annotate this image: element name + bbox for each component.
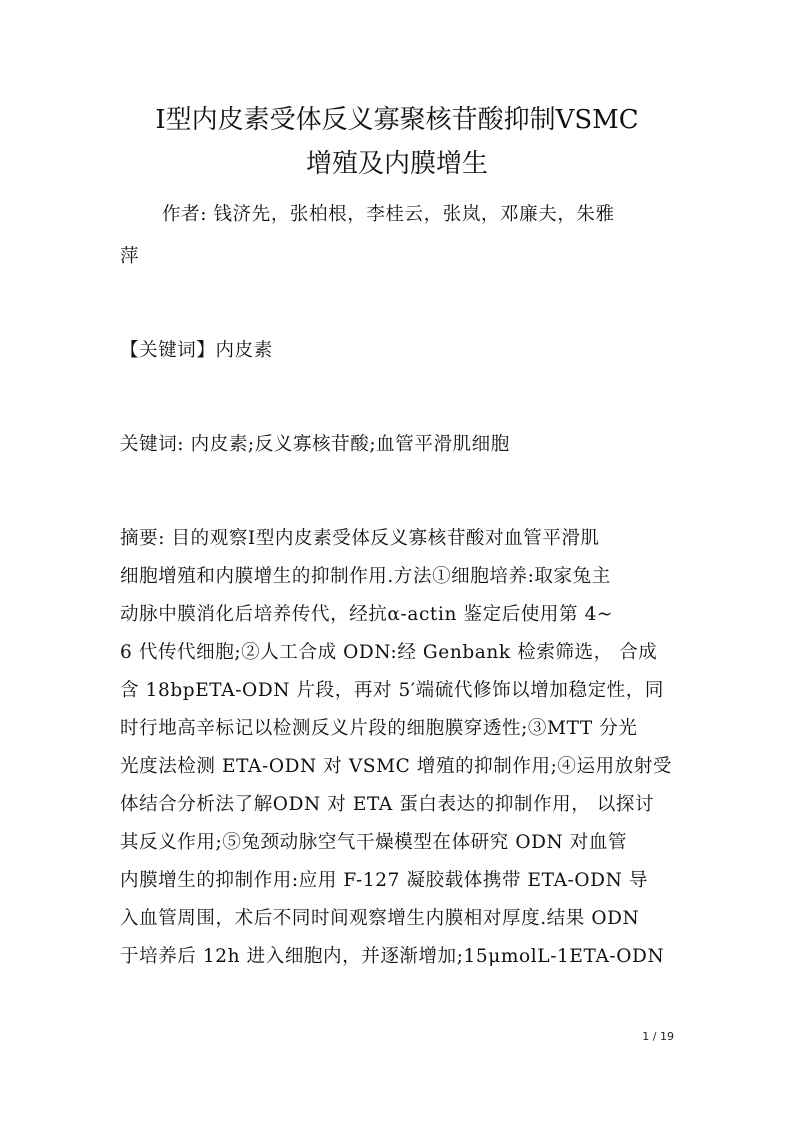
- abstract-line: 入血管周围，术后不同时间观察增生内膜相对厚度.结果 ODN: [120, 908, 640, 929]
- title-line-2: 增殖及内膜增生: [305, 149, 488, 179]
- abstract-line: 含 18bpETA-ODN 片段，再对 5′端硫代修饰以增加稳定性，同: [120, 680, 664, 701]
- keywords-heading: 【关键词】内皮素: [120, 340, 273, 361]
- abstract-line: 体结合分析法了解ODN 对 ETA 蛋白表达的抑制作用， 以探讨: [120, 794, 655, 815]
- abstract-line: 摘要: 目的观察Ⅰ型内皮素受体反义寡核苷酸对血管平滑肌: [120, 528, 600, 549]
- abstract-line: 内膜增生的抑制作用:应用 F-127 凝胶载体携带 ETA-ODN 导: [120, 870, 648, 891]
- page-indicator: 1 / 19: [642, 1030, 674, 1043]
- document-title: [110, 98, 684, 186]
- keywords-line: 关键词: 内皮素;反义寡核苷酸;血管平滑肌细胞: [120, 434, 510, 455]
- authors-line-2: 萍: [120, 246, 140, 267]
- abstract-line: 时行地高辛标记以检测反义片段的细胞膜穿透性;③MTT 分光: [120, 718, 638, 739]
- abstract-line: 于培养后 12h 进入细胞内，并逐渐增加;15μmolL-1ETA-ODN: [120, 946, 665, 967]
- abstract-line: 6 代传代细胞;②人工合成 ODN:经 Genbank 检索筛选， 合成: [120, 642, 658, 663]
- abstract-line: 动脉中膜消化后培养传代，经抗α-actin 鉴定后使用第 4~: [120, 604, 614, 625]
- authors-line-1: 作者: 钱济先，张柏根，李桂云，张岚，邓廉夫，朱雅: [162, 204, 615, 225]
- abstract-line: 其反义作用;⑤兔颈动脉空气干燥模型在体研究 ODN 对血管: [120, 832, 628, 853]
- abstract-line: 光度法检测 ETA-ODN 对 VSMC 增殖的抑制作用;④运用放射受: [120, 756, 673, 777]
- abstract-line: 细胞增殖和内膜增生的抑制作用.方法①细胞培养:取家兔主: [120, 566, 611, 587]
- title-line-1: Ⅰ型内皮素受体反义寡聚核苷酸抑制VSMC: [155, 105, 639, 135]
